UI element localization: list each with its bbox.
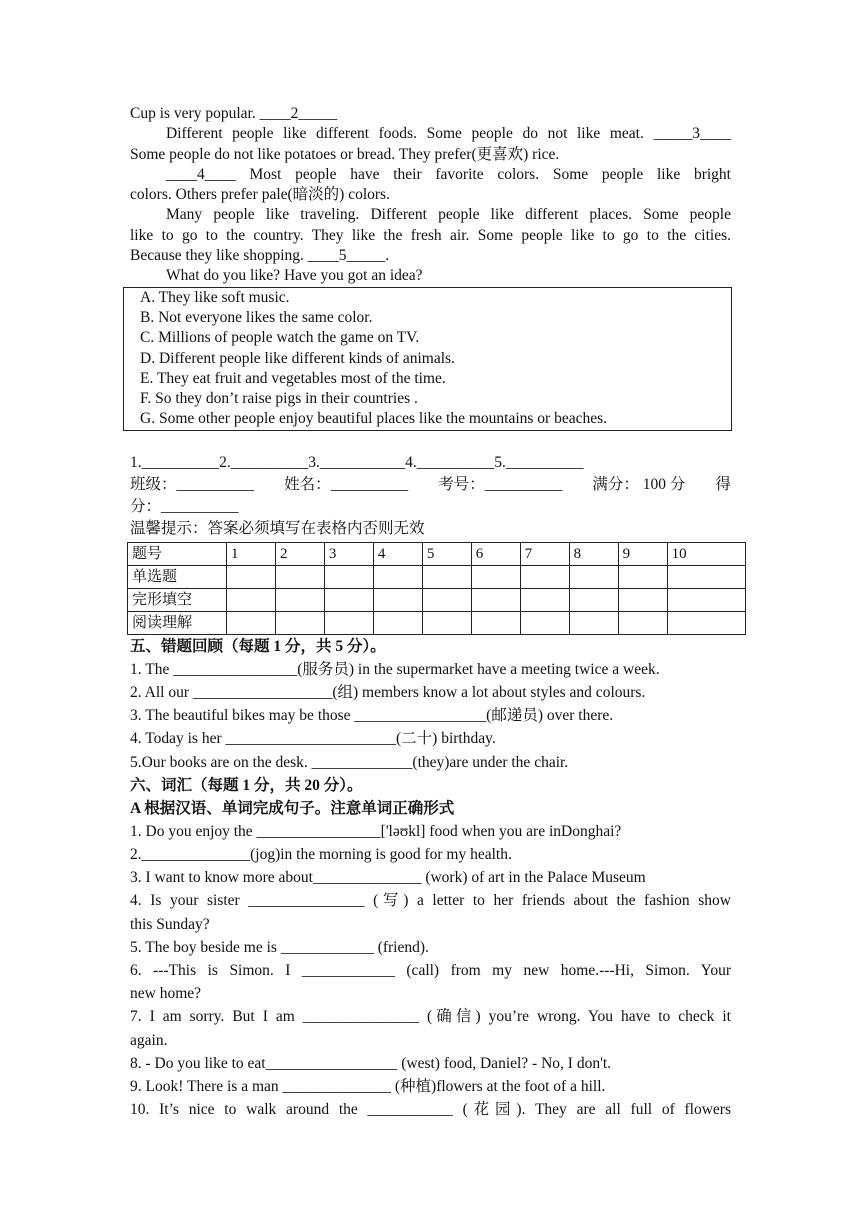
answer-cell[interactable] (618, 565, 667, 588)
table-header-cell: 10 (667, 542, 745, 565)
answer-cell[interactable] (667, 588, 745, 611)
section-6-item: 5. The boy beside me is ____________ (friend). (130, 938, 429, 956)
passage-p3-b: colors. Others prefer pale(暗淡的) colors. (130, 186, 390, 204)
answer-line[interactable]: 1.__________2.__________3.___________4.__________5.__________ (130, 453, 584, 471)
answer-cell[interactable] (569, 588, 618, 611)
answer-cell[interactable] (275, 588, 324, 611)
answer-cell[interactable] (275, 611, 324, 634)
section-6-subtitle: A 根据汉语、单词完成句子。注意单词正确形式 (130, 799, 455, 817)
section-6-title: 六、词汇（每题 1 分，共 20 分）。 (130, 776, 363, 794)
answer-cell[interactable] (324, 565, 373, 588)
table-header-cell: 5 (422, 542, 471, 565)
answer-cell[interactable] (422, 611, 471, 634)
option-c: C. Millions of people watch the game on TV. (140, 329, 420, 347)
section-6-item: 1. Do you enjoy the ________________['ləʊkl] food when you are inDonghai? (130, 822, 622, 840)
tip-text: 温馨提示：答案必须填写在表格内否则无效 (130, 519, 425, 537)
table-header-cell: 2 (275, 542, 324, 565)
answer-cell[interactable] (227, 611, 276, 634)
table-header-cell: 6 (471, 542, 520, 565)
student-info-row (130, 474, 731, 496)
row-label-reading: 阅读理解 (128, 611, 227, 634)
answer-cell[interactable] (373, 588, 422, 611)
answer-cell[interactable] (471, 611, 520, 634)
option-b: B. Not everyone likes the same color. (140, 308, 373, 326)
row-label-single-choice: 单选题 (128, 565, 227, 588)
answer-cell[interactable] (618, 611, 667, 634)
passage-p5: What do you like? Have you got an idea? (166, 267, 423, 285)
answer-cell[interactable] (324, 611, 373, 634)
section-6-item: 4. Is your sister _______________ (写) a letter to her friends about the fashion show (130, 892, 731, 910)
passage-line-1: Cup is very popular. ____2_____ (130, 105, 338, 122)
table-header-cell: 7 (520, 542, 569, 565)
answer-table (127, 542, 746, 635)
section-5-item: 3. The beautiful bikes may be those _________________(邮递员) over there. (130, 707, 614, 725)
table-header-cell: 8 (569, 542, 618, 565)
answer-cell[interactable] (471, 565, 520, 588)
section-6-item: 6. ---This is Simon. I ____________ (call) from my new home.---Hi, Simon. Your (130, 961, 731, 979)
option-d: D. Different people like different kinds of animals. (140, 349, 455, 367)
table-header-cell: 4 (373, 542, 422, 565)
answer-cell[interactable] (324, 588, 373, 611)
table-header-cell: 1 (227, 542, 276, 565)
section-5-item: 5.Our books are on the desk. _____________(they)are under the chair. (130, 753, 569, 771)
option-e: E. They eat fruit and vegetables most of the time. (140, 369, 446, 387)
passage-p3-a: ____4____ Most people have their favorite colors. Some people like bright (166, 165, 731, 183)
section-6-item-continued: new home? (130, 985, 202, 1003)
section-6-item: 10. It’s nice to walk around the ___________ (花园). They are all full of flowers (130, 1101, 731, 1119)
answer-cell[interactable] (422, 565, 471, 588)
section-5-title: 五、错题回顾（每题 1 分，共 5 分）。 (130, 637, 386, 655)
name-field[interactable]: 姓名：__________ (284, 475, 409, 493)
section-6-item: 2.______________(jog)in the morning is good for my health. (130, 845, 512, 863)
passage-p4-b: like to go to the country. They like the fresh air. Some people like to go to the cities. (130, 226, 731, 244)
passage-p4-a: Many people like traveling. Different people like different places. Some people (166, 206, 731, 224)
exam-number-field[interactable]: 考号：__________ (438, 475, 563, 493)
score-field[interactable]: 分：__________ (130, 497, 239, 515)
passage-p4-c: Because they like shopping. ____5_____. (130, 247, 390, 265)
section-6-item: 9. Look! There is a man ______________ (种植)flowers at the foot of a hill. (130, 1078, 606, 1095)
answer-cell[interactable] (227, 588, 276, 611)
section-5-item: 2. All our __________________(组) members know a lot about styles and colours. (130, 683, 646, 701)
section-6-item: 7. I am sorry. But I am _______________ (确信) you’re wrong. You have to check it (130, 1008, 731, 1026)
section-6-item: 3. I want to know more about______________ (work) of art in the Palace Museum (130, 869, 646, 887)
answer-cell[interactable] (373, 565, 422, 588)
score-label: 得 (715, 475, 731, 493)
table-header-row (128, 542, 746, 565)
option-a: A. They like soft music. (140, 288, 290, 306)
full-score-label: 满分： 100 分 (592, 475, 686, 493)
table-header-cell: 题号 (128, 542, 227, 565)
answer-cell[interactable] (422, 588, 471, 611)
options-box (123, 287, 732, 431)
class-field[interactable]: 班级：__________ (130, 475, 255, 493)
answer-cell[interactable] (569, 565, 618, 588)
worksheet-page (130, 104, 731, 1121)
answer-cell[interactable] (373, 611, 422, 634)
table-row (128, 565, 746, 588)
section-6-item: 8. - Do you like to eat_________________ (west) food, Daniel? - No, I don't. (130, 1054, 612, 1072)
answer-cell[interactable] (569, 611, 618, 634)
answer-cell[interactable] (520, 565, 569, 588)
answer-cell[interactable] (667, 611, 745, 634)
section-6-item-continued: again. (130, 1031, 168, 1049)
answer-cell[interactable] (618, 588, 667, 611)
table-header-cell: 9 (618, 542, 667, 565)
option-f: F. So they don’t raise pigs in their countries . (140, 390, 418, 408)
answer-cell[interactable] (520, 588, 569, 611)
section-6-item-continued: this Sunday? (130, 915, 210, 933)
table-row (128, 611, 746, 634)
answer-cell[interactable] (667, 565, 745, 588)
answer-cell[interactable] (471, 588, 520, 611)
answer-cell[interactable] (275, 565, 324, 588)
answer-cell[interactable] (227, 565, 276, 588)
passage-p2-b: Some people do not like potatoes or bread. They prefer(更喜欢) rice. (130, 145, 560, 163)
section-5-item: 1. The ________________(服务员) in the supermarket have a meeting twice a week. (130, 660, 660, 678)
table-header-cell: 3 (324, 542, 373, 565)
section-5-item: 4. Today is her ______________________(二十) birthday. (130, 730, 496, 748)
option-g: G. Some other people enjoy beautiful places like the mountains or beaches. (140, 410, 608, 428)
passage-p2-a: Different people like different foods. Some people do not like meat. _____3____ (166, 125, 731, 143)
table-row (128, 588, 746, 611)
row-label-cloze: 完形填空 (128, 588, 227, 611)
answer-cell[interactable] (520, 611, 569, 634)
